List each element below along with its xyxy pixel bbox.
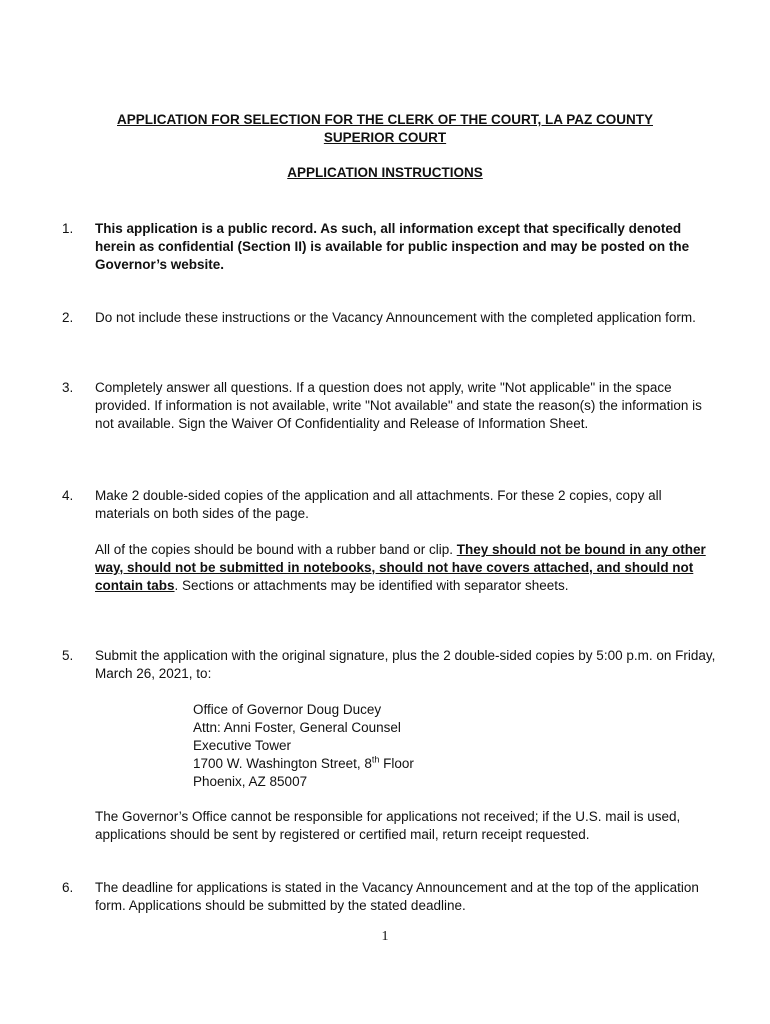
item-text: The deadline for applications is stated in the Vacancy Announcement and at the top of the application form. Applications should be submitted by the stated deadline. [95,880,699,913]
item-4-binding-paragraph [95,541,720,595]
address-line-4: 1700 W. Washington Street, 8th Floor [193,754,414,771]
item-number: 3. [62,380,74,395]
address-line-2: Attn: Anni Foster, General Counsel [193,720,401,735]
item-number: 1. [62,221,74,236]
address-line-5: Phoenix, AZ 85007 [193,774,308,789]
item-number: 6. [62,880,74,895]
address-line-3: Executive Tower [193,738,292,753]
item-text: Completely answer all questions. If a question does not apply, write "Not applicable" in the space provided. If information is not available, write "Not available" and state the reason(s) the information is not available. Sign the Waiver Of Confidentiality and Release of Information Sheet. [95,380,702,431]
item-text: Do not include these instructions or the Vacancy Announcement with the completed application form. [95,310,696,325]
item-text: Submit the application with the original signature, plus the 2 double-sided copies by 5:00 p.m. on Friday, March 26, 2021, to: [95,648,716,681]
binding-emphasis: They should not be bound in any other way, should not be submitted in notebooks, should not have covers attached, and should not contain tabs [95,542,706,593]
item-number: 2. [62,310,74,325]
item-number: 5. [62,648,74,663]
item-5-mail-paragraph: The Governor’s Office cannot be responsible for applications not received; if the U.S. mail is used, applications should be sent by registered or certified mail, return receipt requested. [95,809,681,842]
title-line-2: SUPERIOR COURT [323,130,447,145]
item-number: 4. [62,488,74,503]
section-subtitle: APPLICATION INSTRUCTIONS [287,165,483,180]
title-line-1: APPLICATION FOR SELECTION FOR THE CLERK OF THE COURT, LA PAZ COUNTY [117,112,653,127]
document-title [60,111,710,147]
item-text: This application is a public record. As such, all information except that specifically denoted herein as confidential (Section II) is available for public inspection and may be posted on the Governor’s website. [95,221,690,272]
binding-text-before: All of the copies should be bound with a rubber band or clip. [95,542,457,557]
item-text: Make 2 double-sided copies of the application and all attachments. For these 2 copies, copy all materials on both sides of the page. [95,488,662,521]
mailing-address [193,701,414,791]
binding-text-after: . Sections or attachments may be identified with separator sheets. [174,578,569,593]
page-number: 1 [381,929,389,944]
address-line-1: Office of Governor Doug Ducey [193,702,382,717]
